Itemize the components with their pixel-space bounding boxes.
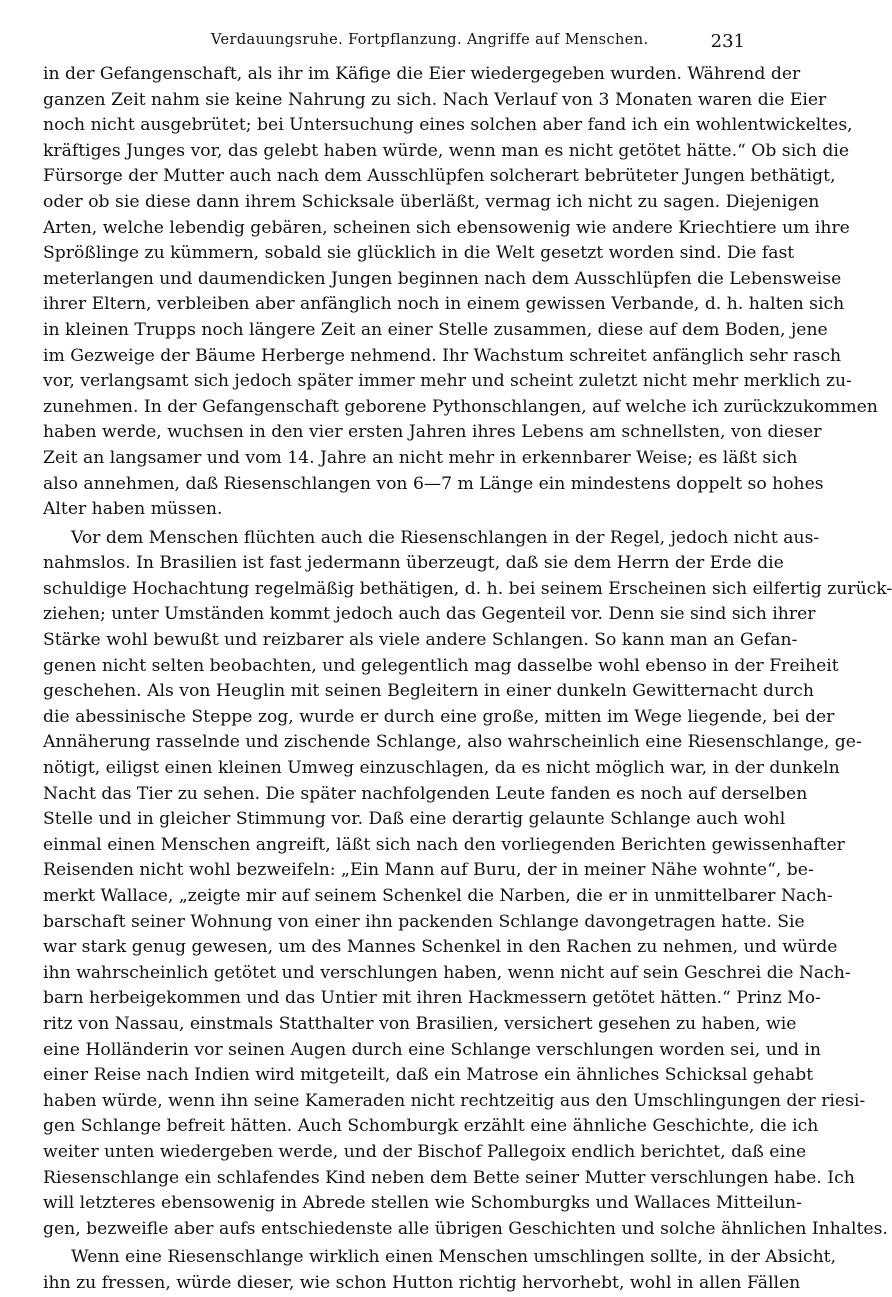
text-line: Wenn eine Riesenschlange wirklich einen Menschen umschlingen sollte, in der Absicht,	[71, 1247, 837, 1268]
text-line: Stärke wohl bewußt und reizbarer als viele andere Schlangen. So kann man an Gefan-	[43, 630, 798, 651]
text-line: Alter haben müssen.	[43, 499, 223, 520]
text-line: ritz von Nassau, einstmals Statthalter von Brasilien, versichert gesehen zu haben, wie	[43, 1013, 797, 1034]
text-line: einer Reise nach Indien wird mitgeteilt, daß ein Matrose ein ähnliches Schicksal gehabt	[43, 1065, 814, 1086]
text-line: im Gezweige der Bäume Herberge nehmend. Ihr Wachstum schreitet anfänglich sehr rasch	[43, 345, 842, 366]
running-header	[43, 28, 745, 62]
text-line: Sprößlinge zu kümmern, sobald sie glücklich in die Welt gesetzt worden sind. Die fast	[43, 243, 795, 264]
text-line: vor, verlangsamt sich jedoch später immer mehr und scheint zuletzt nicht mehr merklich zu-	[43, 371, 852, 392]
text-line: ihrer Eltern, verbleiben aber anfänglich noch in einem gewissen Verbande, d. h. halten sich	[43, 294, 845, 315]
text-line: ihn wahrscheinlich getötet und verschlungen haben, wenn nicht auf sein Geschrei die Nach-	[43, 962, 851, 983]
text-line: barn herbeigekommen und das Untier mit ihren Hackmessern getötet hätten.“ Prinz Mo-	[43, 988, 821, 1009]
text-line: zunehmen. In der Gefangenschaft geborene Pythonschlangen, auf welche ich zurückzukommen	[43, 396, 878, 417]
text-line: ihn zu fressen, würde dieser, wie schon Hutton richtig hervorhebt, wohl in allen Fällen	[43, 1272, 801, 1293]
text-line: will letzteres ebensowenig in Abrede stellen wie Schomburgks und Wallaces Mitteilun-	[43, 1193, 802, 1214]
text-line: eine Holländerin vor seinen Augen durch eine Schlange verschlungen worden sei, und in	[43, 1039, 821, 1060]
text-line: ganzen Zeit nahm sie keine Nahrung zu sich. Nach Verlauf von 3 Monaten waren die Eier	[43, 89, 827, 110]
book-page	[43, 28, 892, 1293]
text-line: also annehmen, daß Riesenschlangen von 6—7 m Länge ein mindestens doppelt so hohes	[43, 473, 824, 494]
running-title: Verdauungsruhe. Fortpflanzung. Angriffe auf Menschen.	[211, 32, 649, 48]
text-line: Reisenden nicht wohl bezweifeln: „Ein Mann auf Buru, der in meiner Nähe wohnte“, be-	[43, 860, 814, 881]
text-line: Zeit an langsamer und vom 14. Jahre an nicht mehr in erkennbarer Weise; es läßt sich	[43, 447, 798, 468]
text-line: Vor dem Menschen flüchten auch die Riesenschlangen in der Regel, jedoch nicht aus-	[71, 527, 820, 548]
paragraph	[43, 62, 878, 523]
text-line: gen Schlange befreit hätten. Auch Schomburgk erzählt eine ähnliche Geschichte, die ich	[43, 1116, 819, 1137]
text-line: barschaft seiner Wohnung von einer ihn packenden Schlange davongetragen hatte. Sie	[43, 911, 805, 932]
text-line: in kleinen Trupps noch längere Zeit an einer Stelle zusammen, diese auf dem Boden, jene	[43, 319, 828, 340]
text-line: gen, bezweifle aber aufs entschiedenste alle übrigen Geschichten und solche ähnlichen Inhaltes.	[43, 1218, 888, 1239]
text-line: geschehen. Als von Heuglin mit seinen Begleitern in einer dunkeln Gewitternacht durch	[43, 681, 814, 702]
text-line: haben werde, wuchsen in den vier ersten Jahren ihres Lebens am schnellsten, von dieser	[43, 422, 822, 443]
text-line: merkt Wallace, „zeigte mir auf seinem Schenkel die Narben, die er in unmittelbarer Nach-	[43, 886, 833, 906]
text-line: meterlangen und daumendicken Jungen beginnen nach dem Ausschlüpfen die Lebensweise	[43, 268, 842, 289]
text-line: die abessinische Steppe zog, wurde er durch eine große, mitten im Wege liegende, bei der	[43, 706, 835, 727]
text-line: nötigt, eiligst einen kleinen Umweg einzuschlagen, da es nicht möglich war, in der dunkeln	[43, 758, 840, 779]
text-line: Annäherung rasselnde und zischende Schlange, also wahrscheinlich eine Riesenschlange, ge-	[43, 732, 862, 753]
text-line: genen nicht selten beobachten, und gelegentlich mag dasselbe wohl ebenso in der Freiheit	[43, 655, 839, 676]
paragraph	[43, 1245, 837, 1296]
text-line: Stelle und in gleicher Stimmung vor. Daß eine derartig gelaunte Schlange auch wohl	[43, 809, 786, 830]
text-line: ziehen; unter Umständen kommt jedoch auch das Gegenteil vor. Denn sie sind sich ihrer	[43, 604, 816, 625]
text-line: Nacht das Tier zu sehen. Die später nachfolgenden Leute fanden es noch auf derselben	[43, 783, 808, 804]
body-text	[43, 62, 892, 1297]
paragraph	[43, 526, 892, 1243]
text-line: in der Gefangenschaft, als ihr im Käfige die Eier wiedergegeben wurden. Während der	[43, 64, 801, 84]
text-line: Arten, welche lebendig gebären, scheinen sich ebensowenig wie andere Kriechtiere um ihre	[43, 217, 850, 238]
text-line: haben würde, wenn ihn seine Kameraden nicht rechtzeitig aus den Umschlingungen der riesi-	[43, 1090, 866, 1111]
text-line: kräftiges Junges vor, das gelebt haben würde, wenn man es nicht getötet hätte.“ Ob sich die	[43, 140, 850, 161]
text-line: war stark genug gewesen, um des Mannes Schenkel in den Rachen zu nehmen, und würde	[43, 937, 838, 958]
text-line: oder ob sie diese dann ihrem Schicksale überläßt, vermag ich nicht zu sagen. Diejenigen	[43, 191, 820, 212]
text-line: weiter unten wiedergeben werde, und der Bischof Pallegoix endlich berichtet, daß eine	[43, 1141, 807, 1162]
text-line: noch nicht ausgebrütet; bei Untersuchung eines solchen aber fand ich ein wohlentwickeltes,	[43, 115, 853, 136]
text-line: Fürsorge der Mutter auch nach dem Ausschlüpfen solcherart bebrüteter Jungen bethätigt,	[43, 166, 836, 187]
text-line: nahmslos. In Brasilien ist fast jedermann überzeugt, daß sie dem Herrn der Erde die	[43, 553, 784, 574]
text-line: schuldige Hochachtung regelmäßig bethätigen, d. h. bei seinem Erscheinen sich eilfertig zurück-	[43, 578, 892, 599]
text-line: Riesenschlange ein schlafendes Kind neben dem Bette seiner Mutter verschlungen habe. Ich	[43, 1167, 855, 1188]
text-line: einmal einen Menschen angreift, läßt sich nach den vorliegenden Berichten gewissenhafter	[43, 834, 845, 855]
page-number: 231	[710, 31, 745, 52]
